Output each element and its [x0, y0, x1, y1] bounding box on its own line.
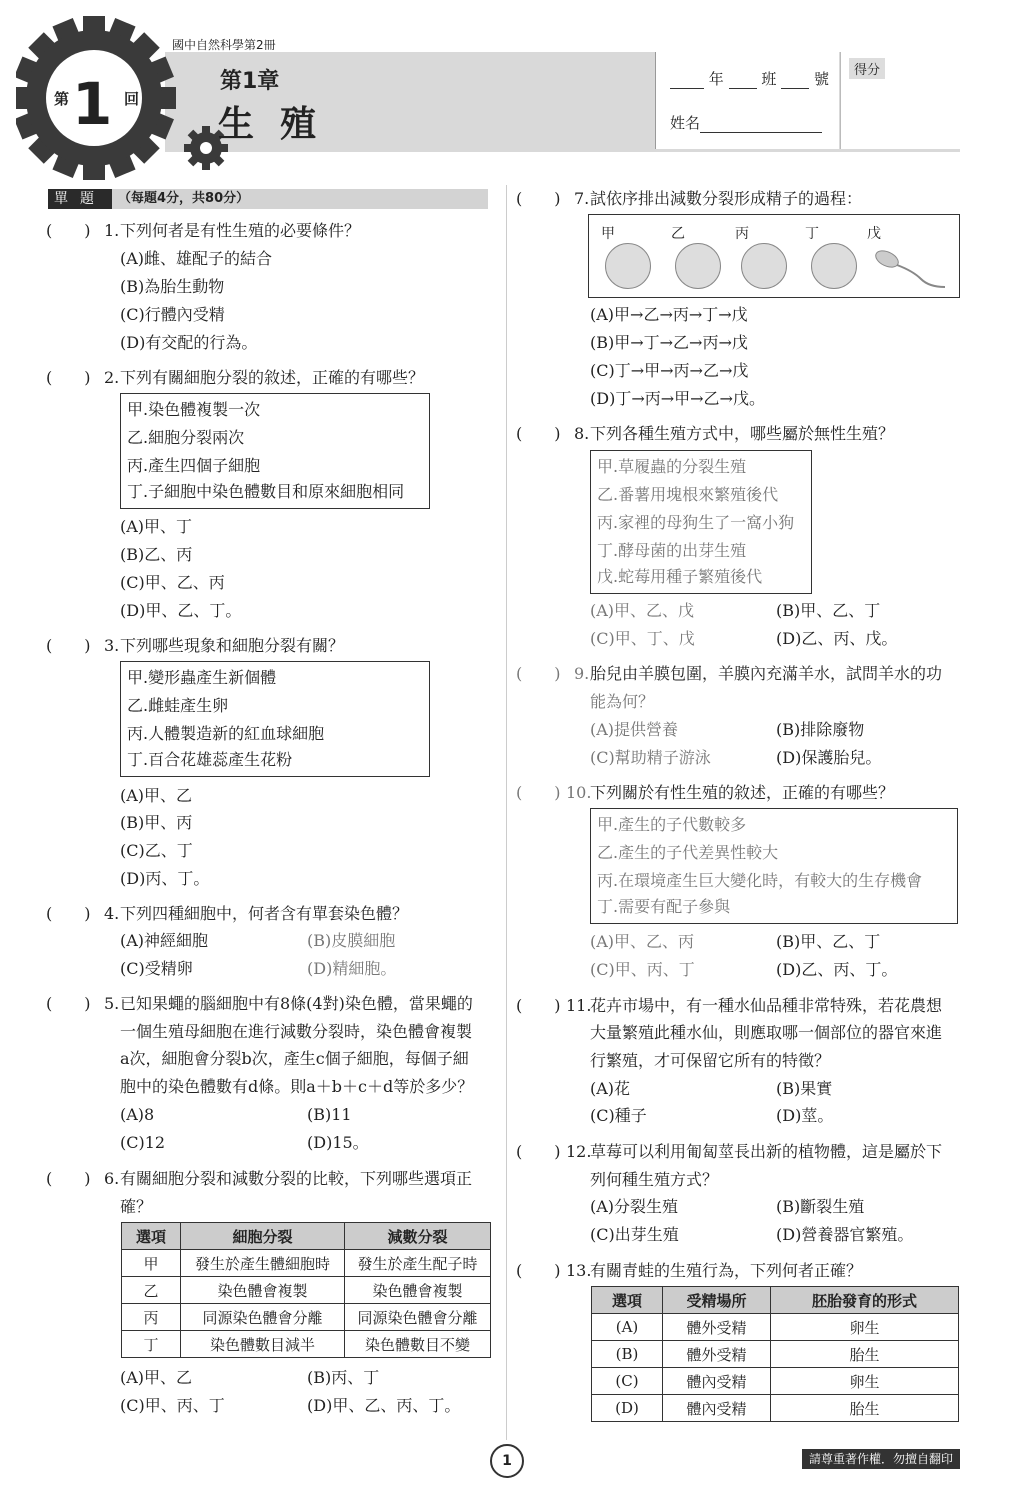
option[interactable]: (A)甲→乙→丙→丁→戊	[590, 305, 748, 324]
option[interactable]: (B)甲、丙	[120, 813, 193, 832]
option[interactable]: (C)甲、丁、戊	[590, 629, 695, 648]
option[interactable]: (D)有交配的行為。	[120, 333, 258, 352]
option[interactable]: (D)15。	[307, 1133, 369, 1152]
table-cell: 卵生	[771, 1314, 959, 1341]
seat-label: 號	[813, 70, 829, 88]
chapter-title: 生殖	[218, 103, 343, 145]
statement: 丙.人體製造新的紅血球細胞	[127, 724, 325, 743]
copyright-notice: 請尊重著作權．勿擅自翻印	[802, 1449, 960, 1469]
score-label: 得分	[849, 58, 885, 79]
question-number: 10.	[566, 783, 592, 802]
question-text: 下列關於有性生殖的敘述，正確的有哪些？	[590, 783, 895, 802]
option[interactable]: (C)受精卵	[120, 959, 193, 978]
table-cell: 體內受精	[663, 1395, 771, 1422]
option[interactable]: (B)乙、丙	[120, 545, 193, 564]
table-row	[122, 1277, 491, 1304]
table-header: 受精場所	[663, 1287, 771, 1314]
table-cell: (A)	[592, 1314, 663, 1341]
statement: 戊.蛇莓用種子繁殖後代	[597, 567, 763, 586]
cell-label: 乙	[671, 226, 685, 242]
cell-label: 丁	[805, 226, 819, 242]
answer-paren[interactable]: ( )	[516, 1142, 561, 1161]
seat-blank[interactable]	[781, 72, 809, 89]
page-number: 1	[490, 1444, 524, 1478]
question-number: 13.	[566, 1261, 592, 1280]
option[interactable]: (B)丙、丁	[307, 1368, 380, 1387]
year-blank[interactable]	[670, 72, 704, 89]
option[interactable]: (C)丁→甲→丙→乙→戊	[590, 361, 749, 380]
statement: 甲.產生的子代數較多	[597, 815, 747, 834]
column-divider	[506, 185, 507, 1440]
statement: 乙.產生的子代差異性較大	[597, 843, 779, 862]
table-cell: 發生於產生配子時	[345, 1250, 491, 1277]
question-text-line: 花卉市場中，有一種水仙品種非常特殊，若花農想	[590, 996, 943, 1015]
question-number: 11.	[566, 996, 592, 1015]
statement: 丁.酵母菌的出芽生殖	[597, 541, 747, 560]
option[interactable]: (C)甲、丙、丁	[590, 960, 695, 979]
option[interactable]: (D)乙、丙、戊。	[776, 629, 898, 648]
question-text-line: 列何種生殖方式？	[590, 1170, 719, 1189]
answer-paren[interactable]: ( )	[46, 994, 91, 1013]
statement: 丙.產生四個子細胞	[127, 456, 261, 475]
table-row	[122, 1331, 491, 1358]
option[interactable]: (C)種子	[590, 1106, 647, 1125]
table-row[interactable]	[592, 1314, 959, 1341]
question-number: 5.	[104, 994, 120, 1013]
table-cell: (C)	[592, 1368, 663, 1395]
question-text-line: 胞中的染色體數有d條。則a＋b＋c＋d等於多少？	[120, 1077, 474, 1096]
class-blank[interactable]	[729, 72, 757, 89]
table-cell: 卵生	[771, 1368, 959, 1395]
question-number: 3.	[104, 636, 120, 655]
score-box	[840, 52, 961, 149]
table-row[interactable]	[592, 1341, 959, 1368]
option[interactable]: (A)雌、雄配子的結合	[120, 249, 273, 268]
option[interactable]: (B)為胎生動物	[120, 277, 225, 296]
name-label: 姓名	[670, 114, 701, 132]
statement: 甲.變形蟲產生新個體	[127, 668, 277, 687]
table-cell: 胎生	[771, 1395, 959, 1422]
question-text: 下列有關細胞分裂的敘述，正確的有哪些？	[120, 368, 425, 387]
table-cell: 丙	[122, 1304, 181, 1331]
option[interactable]: (B)皮膜細胞	[307, 931, 396, 950]
option[interactable]: (C)出芽生殖	[590, 1225, 679, 1244]
table-cell: 體內受精	[663, 1368, 771, 1395]
table-cell: 染色體數目減半	[181, 1331, 345, 1358]
statement: 丁.子細胞中染色體數目和原來細胞相同	[127, 482, 405, 501]
table-row[interactable]	[592, 1368, 959, 1395]
option[interactable]: (A)分裂生殖	[590, 1197, 679, 1216]
class-label: 班	[761, 70, 777, 88]
option[interactable]: (D)保護胎兒。	[776, 748, 882, 767]
option[interactable]: (B)甲→丁→乙→丙→戊	[590, 333, 748, 352]
table-cell: 同源染色體會分離	[345, 1304, 491, 1331]
name-blank[interactable]	[700, 116, 822, 133]
book-title: 國中自然科學第2冊	[172, 38, 276, 52]
option[interactable]: (B)11	[307, 1105, 352, 1124]
option[interactable]: (B)果實	[776, 1079, 833, 1098]
table-cell: 同源染色體會分離	[181, 1304, 345, 1331]
table-cell: (B)	[592, 1341, 663, 1368]
table-header: 減數分裂	[345, 1223, 491, 1250]
statement: 丁.百合花雄蕊產生花粉	[127, 750, 293, 769]
question-text: 下列各種生殖方式中，哪些屬於無性生殖？	[590, 424, 895, 443]
option[interactable]: (C)幫助精子游泳	[590, 748, 711, 767]
statement: 乙.雌蛙產生卵	[127, 696, 229, 715]
option[interactable]: (D)精細胞。	[307, 959, 397, 978]
question-text-line: 已知果蠅的腦細胞中有8條(4對)染色體，當果蠅的	[120, 994, 473, 1013]
cell-icon	[675, 243, 721, 289]
table-cell: 丁	[122, 1331, 181, 1358]
table-cell: (D)	[592, 1395, 663, 1422]
option[interactable]: (D)甲、乙、丁。	[120, 601, 242, 620]
table-cell: 發生於產生體細胞時	[181, 1250, 345, 1277]
table-header: 胚胎發育的形式	[771, 1287, 959, 1314]
option[interactable]: (C)甲、丙、丁	[120, 1396, 225, 1415]
option[interactable]: (D)丁→丙→甲→乙→戊。	[590, 389, 765, 408]
answer-paren[interactable]: ( )	[516, 189, 561, 208]
table-row	[122, 1250, 491, 1277]
question-text-line: 行繁殖，才可保留它所有的特徵？	[590, 1051, 831, 1070]
answer-paren[interactable]: ( )	[516, 664, 561, 683]
option[interactable]: (A)甲、乙、丙	[590, 932, 695, 951]
cell-label: 甲	[601, 226, 615, 242]
table-header: 選項	[592, 1287, 663, 1314]
table-row	[122, 1304, 491, 1331]
option[interactable]: (A)甲、乙	[120, 1368, 193, 1387]
answer-paren[interactable]: ( )	[46, 904, 91, 923]
question-text-line: a次，細胞會分裂b次，產生c個子細胞，每個子細	[120, 1049, 469, 1068]
option[interactable]: (B)甲、乙、丁	[776, 932, 881, 951]
frog-reproduction-table	[591, 1286, 959, 1422]
cell-icon	[605, 243, 651, 289]
answer-paren[interactable]: ( )	[516, 996, 561, 1015]
question-text-line: 大量繁殖此種水仙，則應取哪一個部位的器官來進	[590, 1023, 943, 1042]
option[interactable]: (A)8	[120, 1105, 155, 1124]
question-number: 12.	[566, 1142, 592, 1161]
answer-paren[interactable]: ( )	[516, 783, 561, 802]
question-number: 4.	[104, 904, 120, 923]
option[interactable]: (C)12	[120, 1133, 166, 1152]
option[interactable]: (C)乙、丁	[120, 841, 193, 860]
table-header-row	[592, 1287, 959, 1314]
comparison-table	[121, 1222, 491, 1358]
table-header: 選項	[122, 1223, 181, 1250]
question-number: 9.	[574, 664, 590, 683]
gear-icon	[16, 8, 246, 188]
option[interactable]: (A)花	[590, 1079, 631, 1098]
question-text-line: 有關細胞分裂和減數分裂的比較，下列哪些選項正	[120, 1169, 473, 1188]
student-info-box	[655, 52, 839, 149]
option[interactable]: (A)甲、乙、戊	[590, 601, 695, 620]
cell-division-figure	[588, 214, 960, 298]
question-text-line: 草莓可以利用匍匐莖長出新的植物體，這是屬於下	[590, 1142, 943, 1161]
option[interactable]: (A)提供營養	[590, 720, 679, 739]
option[interactable]: (D)甲、乙、丙、丁。	[307, 1396, 461, 1415]
option[interactable]: (D)莖。	[776, 1106, 834, 1125]
table-cell: 乙	[122, 1277, 181, 1304]
question-text: 有關青蛙的生殖行為，下列何者正確？	[590, 1261, 863, 1280]
question-text-line: 一個生殖母細胞在進行減數分裂時，染色體會複製	[120, 1022, 473, 1041]
statement-box	[590, 808, 958, 924]
option[interactable]: (C)甲、乙、丙	[120, 573, 225, 592]
statement: 乙.細胞分裂兩次	[127, 428, 245, 447]
statement: 乙.番薯用塊根來繁殖後代	[597, 485, 779, 504]
table-cell: 體外受精	[663, 1341, 771, 1368]
cell-icon	[811, 243, 857, 289]
section-bar	[48, 189, 488, 209]
question-number: 1.	[104, 221, 120, 240]
table-cell: 染色體數目不變	[345, 1331, 491, 1358]
option[interactable]: (D)乙、丙、丁。	[776, 960, 898, 979]
table-row[interactable]	[592, 1395, 959, 1422]
statement: 丙.家裡的母狗生了一窩小狗	[597, 513, 795, 532]
option[interactable]: (D)營養器官繁殖。	[776, 1225, 914, 1244]
question-number: 2.	[104, 368, 120, 387]
question-text: 下列哪些現象和細胞分裂有關？	[120, 636, 345, 655]
sperm-icon	[873, 245, 949, 291]
statement: 甲.草履蟲的分裂生殖	[597, 457, 747, 476]
gear-prefix: 第	[54, 90, 70, 108]
chapter-label: 第1章	[220, 69, 280, 94]
answer-paren[interactable]: ( )	[46, 636, 91, 655]
question-number: 7.	[574, 189, 590, 208]
answer-paren[interactable]: ( )	[516, 424, 561, 443]
year-label: 年	[708, 70, 724, 88]
cell-label: 丙	[735, 226, 749, 242]
question-number: 8.	[574, 424, 590, 443]
gear-suffix: 回	[124, 90, 140, 108]
answer-paren[interactable]: ( )	[46, 368, 91, 387]
option[interactable]: (C)行體內受精	[120, 305, 225, 324]
table-cell: 染色體會複製	[181, 1277, 345, 1304]
answer-paren[interactable]: ( )	[46, 221, 91, 240]
table-header-row	[122, 1223, 491, 1250]
gear-number: 1	[72, 70, 113, 138]
option[interactable]: (A)甲、乙	[120, 786, 193, 805]
question-text: 下列四種細胞中，何者含有單套染色體？	[120, 904, 409, 923]
statement: 甲.染色體複製一次	[127, 400, 261, 419]
section-tag: 單題	[48, 189, 112, 209]
option[interactable]: (B)甲、乙、丁	[776, 601, 881, 620]
option[interactable]: (B)斷裂生殖	[776, 1197, 865, 1216]
option[interactable]: (B)排除廢物	[776, 720, 865, 739]
question-text-line: 確？	[120, 1197, 153, 1216]
option[interactable]: (A)甲、丁	[120, 517, 193, 536]
statement: 丙.在環境產生巨大變化時，有較大的生存機會	[597, 871, 923, 890]
table-cell: 體外受精	[663, 1314, 771, 1341]
statement: 丁.需要有配子參與	[597, 897, 731, 916]
statement-box	[120, 393, 430, 509]
answer-paren[interactable]: ( )	[516, 1261, 561, 1280]
cell-icon	[741, 243, 787, 289]
question-text: 下列何者是有性生殖的必要條件？	[120, 221, 361, 240]
table-header: 細胞分裂	[181, 1223, 345, 1250]
question-text-line: 能為何？	[590, 692, 655, 711]
question-text: 試依序排出減數分裂形成精子的過程：	[590, 189, 863, 208]
statement-box	[590, 450, 812, 594]
section-note: （每題4分，共80分）	[118, 191, 250, 206]
table-cell: 甲	[122, 1250, 181, 1277]
table-cell: 胎生	[771, 1341, 959, 1368]
question-number: 6.	[104, 1169, 120, 1188]
statement-box	[120, 661, 430, 777]
table-cell: 染色體會複製	[345, 1277, 491, 1304]
question-text-line: 胎兒由羊膜包圍，羊膜內充滿羊水，試問羊水的功	[590, 664, 943, 683]
answer-paren[interactable]: ( )	[46, 1169, 91, 1188]
cell-label: 戊	[867, 226, 881, 242]
option[interactable]: (D)丙、丁。	[120, 869, 210, 888]
option[interactable]: (A)神經細胞	[120, 931, 209, 950]
